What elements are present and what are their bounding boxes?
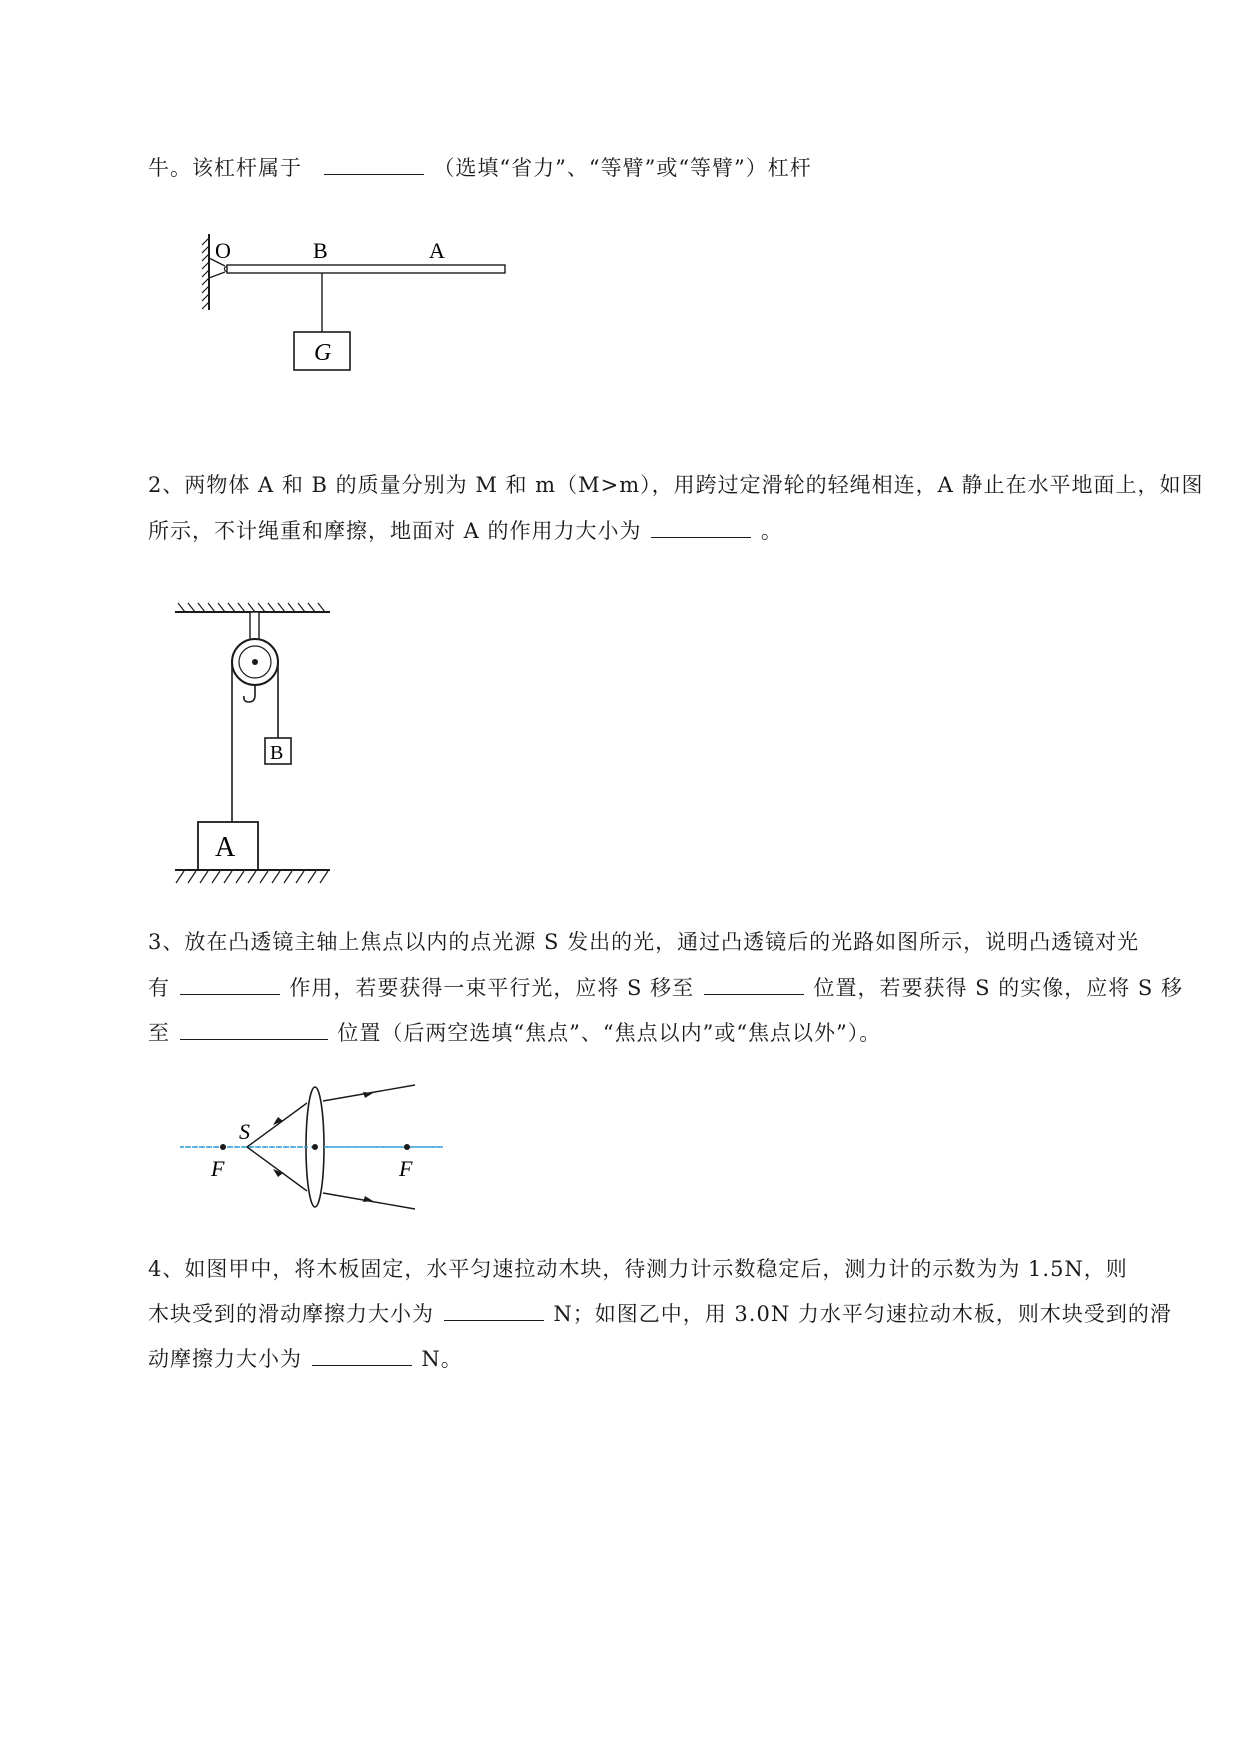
q4-blank-1[interactable] xyxy=(444,1298,544,1321)
q3-text-part-b: 作用，若要获得一束平行光，应将 S 移至 xyxy=(289,976,695,1000)
label-block-a: A xyxy=(215,832,236,863)
q4-text-part-b: N；如图乙中，用 3.0N 力水平匀速拉动木板，则木块受到的滑 xyxy=(553,1302,1172,1326)
label-s: S xyxy=(239,1119,250,1144)
q3-text-part-c: 位置，若要获得 S 的实像，应将 S 移 xyxy=(813,976,1183,1000)
q4-text-line-2 xyxy=(148,1298,1172,1329)
q1-text-part-a: 牛。该杠杆属于 xyxy=(148,156,302,180)
q3-text-part-a: 有 xyxy=(148,976,170,1000)
q2-text-line-1: 2、两物体 A 和 B 的质量分别为 M 和 m（M>m），用跨过定滑轮的轻绳相连，A 静止在水平地面上，如图 xyxy=(148,473,1204,497)
pulley-diagram xyxy=(170,600,340,894)
q1-text-line-1 xyxy=(148,152,812,183)
q3-text-line-1: 3、放在凸透镜主轴上焦点以内的点光源 S 发出的光，通过凸透镜后的光路如图所示，说明凸透镜对光 xyxy=(148,930,1140,954)
label-g: G xyxy=(314,340,332,366)
q4-text-part-a: 木块受到的滑动摩擦力大小为 xyxy=(148,1302,434,1326)
q3-text-part-d: 至 xyxy=(148,1021,170,1045)
label-block-b: B xyxy=(270,742,284,764)
q4-text-line-3 xyxy=(148,1343,463,1374)
q1-blank-1[interactable] xyxy=(324,152,424,175)
q4-text-part-d: N。 xyxy=(421,1347,463,1371)
lens-diagram xyxy=(175,1075,455,1214)
q2-blank-1[interactable] xyxy=(651,515,751,538)
q2-text-part-b: 。 xyxy=(760,519,783,543)
q3-blank-2[interactable] xyxy=(704,972,804,995)
q4-text-part-c: 动摩擦力大小为 xyxy=(148,1347,302,1371)
label-f-left: F xyxy=(211,1156,225,1181)
q3-text-line-2 xyxy=(148,972,1183,1003)
q3-text-part-e: 位置（后两空选填“焦点”、“焦点以内”或“焦点以外”）。 xyxy=(337,1021,882,1045)
q4-blank-2[interactable] xyxy=(312,1343,412,1366)
lever-diagram xyxy=(195,228,515,382)
label-b: B xyxy=(313,238,328,263)
q3-blank-1[interactable] xyxy=(180,972,280,995)
label-f-right: F xyxy=(399,1156,413,1181)
q4-text-line-1: 4、如图甲中，将木板固定，水平匀速拉动木块，待测力计示数稳定后，测力计的示数为为 1.5N，则 xyxy=(148,1257,1128,1281)
q2-text-part-a: 所示，不计绳重和摩擦，地面对 A 的作用力大小为 xyxy=(148,519,642,543)
q2-text-line-2 xyxy=(148,515,783,546)
q1-text-part-b: （选填“省力”、“等臂”或“等臂”）杠杆 xyxy=(433,156,812,180)
q3-text-line-3 xyxy=(148,1017,881,1048)
label-o: O xyxy=(215,238,231,263)
label-a: A xyxy=(429,238,445,263)
q3-blank-3[interactable] xyxy=(180,1017,328,1040)
